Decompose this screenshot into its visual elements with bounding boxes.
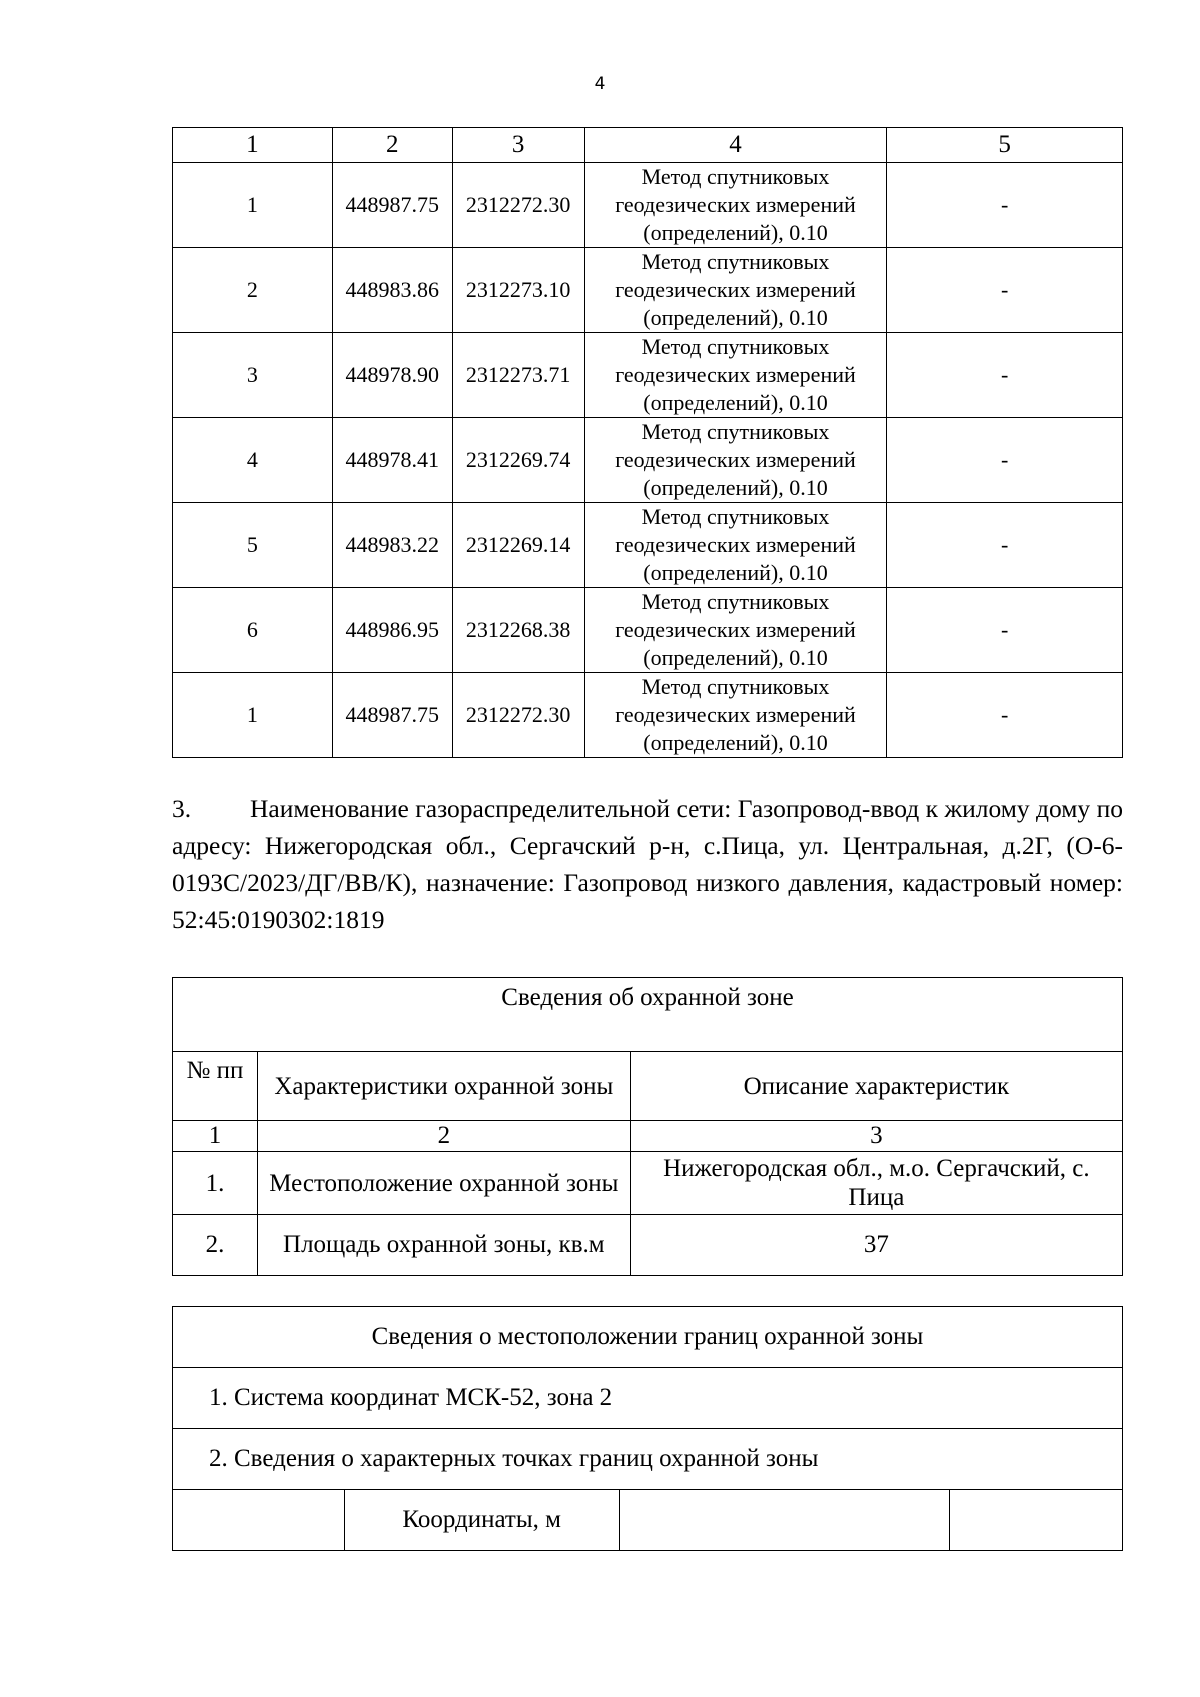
method-line: геодезических измерений	[615, 702, 856, 727]
method-line: геодезических измерений	[615, 532, 856, 557]
header-cell: № пп	[173, 1052, 258, 1121]
description-cell: -	[887, 588, 1123, 673]
method-cell	[584, 163, 887, 248]
x-coordinate: 448978.41	[332, 418, 452, 503]
table-title-row	[173, 1307, 1123, 1368]
table-row	[173, 503, 1123, 588]
method-line: (определений), 0.10	[643, 560, 828, 585]
description-cell: -	[887, 418, 1123, 503]
coordinates-table	[172, 127, 1123, 758]
header-cell: Характеристики охранной зоны	[257, 1052, 630, 1121]
y-coordinate: 2312272.30	[452, 673, 584, 758]
y-coordinate: 2312269.74	[452, 418, 584, 503]
method-line: Метод спутниковых	[641, 674, 830, 699]
method-line: Метод спутниковых	[641, 249, 830, 274]
method-line: Метод спутниковых	[641, 164, 830, 189]
point-number: 6	[173, 588, 333, 673]
point-number: 2	[173, 248, 333, 333]
method-cell	[584, 673, 887, 758]
column-number: 3	[630, 1121, 1122, 1152]
point-number: 1	[173, 163, 333, 248]
table-row	[173, 163, 1123, 248]
characteristic-name: Площадь охранной зоны, кв.м	[257, 1215, 630, 1276]
table-header-row	[173, 1052, 1123, 1121]
table-title-row	[173, 978, 1123, 1052]
protection-zone-table	[172, 977, 1123, 1276]
table-row	[173, 588, 1123, 673]
empty-cell	[173, 1490, 345, 1551]
y-coordinate: 2312272.30	[452, 163, 584, 248]
method-line: Метод спутниковых	[641, 589, 830, 614]
x-coordinate: 448987.75	[332, 163, 452, 248]
x-coordinate: 448978.90	[332, 333, 452, 418]
characteristic-name: Местоположение охранной зоны	[257, 1152, 630, 1215]
table-row	[173, 333, 1123, 418]
header-cell: 2	[332, 128, 452, 163]
row-number: 1.	[173, 1152, 258, 1215]
table-row	[173, 248, 1123, 333]
method-cell	[584, 248, 887, 333]
points-info-row	[173, 1429, 1123, 1490]
x-coordinate: 448983.22	[332, 503, 452, 588]
column-number: 2	[257, 1121, 630, 1152]
method-line: (определений), 0.10	[643, 730, 828, 755]
point-number: 5	[173, 503, 333, 588]
description-cell: -	[887, 333, 1123, 418]
x-coordinate: 448987.75	[332, 673, 452, 758]
description-cell: -	[887, 163, 1123, 248]
method-line: (определений), 0.10	[643, 220, 828, 245]
method-line: геодезических измерений	[615, 192, 856, 217]
description-cell: -	[887, 503, 1123, 588]
method-line: Метод спутниковых	[641, 334, 830, 359]
coords-header-row	[173, 1490, 1123, 1551]
method-cell	[584, 333, 887, 418]
coordinate-system-row	[173, 1368, 1123, 1429]
method-line: (определений), 0.10	[643, 390, 828, 415]
table-row	[173, 1152, 1123, 1215]
column-number-row	[173, 1121, 1123, 1152]
method-line: (определений), 0.10	[643, 475, 828, 500]
boundaries-table	[172, 1306, 1123, 1551]
method-cell	[584, 503, 887, 588]
method-line: геодезических измерений	[615, 277, 856, 302]
column-number: 1	[173, 1121, 258, 1152]
section-3-paragraph	[172, 790, 1123, 938]
x-coordinate: 448986.95	[332, 588, 452, 673]
point-number: 3	[173, 333, 333, 418]
section-number: 3.	[172, 794, 192, 823]
x-coordinate: 448983.86	[332, 248, 452, 333]
table-title: Сведения о местоположении границ охранной зоны	[173, 1307, 1123, 1368]
coords-label: Координаты, м	[344, 1490, 619, 1551]
header-cell: 4	[584, 128, 887, 163]
characteristic-value: 37	[630, 1215, 1122, 1276]
method-line: Метод спутниковых	[641, 504, 830, 529]
point-number: 4	[173, 418, 333, 503]
method-line: Метод спутниковых	[641, 419, 830, 444]
description-cell: -	[887, 248, 1123, 333]
table-title: Сведения об охранной зоне	[173, 978, 1123, 1052]
table-row	[173, 673, 1123, 758]
header-cell: Описание характеристик	[630, 1052, 1122, 1121]
section-text: Наименование газораспределительной сети: Газопровод-ввод к жилому дому по адресу: Нижегородская обл., Сергачский р-н, с.Пица, ул. Центральная, д.2Г, (О-6-0193С/2023/ДГ/ВВ/К), назначение: Газопровод низкого давления, кадастровый номер: 52:45:0190302:1819	[172, 794, 1123, 934]
empty-cell	[950, 1490, 1123, 1551]
method-line: (определений), 0.10	[643, 305, 828, 330]
y-coordinate: 2312273.71	[452, 333, 584, 418]
description-cell: -	[887, 673, 1123, 758]
row-number: 2.	[173, 1215, 258, 1276]
point-number: 1	[173, 673, 333, 758]
method-line: геодезических измерений	[615, 447, 856, 472]
characteristic-value: Нижегородская обл., м.о. Сергачский, с. Пица	[630, 1152, 1122, 1215]
y-coordinate: 2312273.10	[452, 248, 584, 333]
table-row	[173, 418, 1123, 503]
method-cell	[584, 588, 887, 673]
header-cell: 3	[452, 128, 584, 163]
y-coordinate: 2312268.38	[452, 588, 584, 673]
points-info: 2. Сведения о характерных точках границ охранной зоны	[173, 1429, 1123, 1490]
table-row	[173, 1215, 1123, 1276]
empty-cell	[619, 1490, 950, 1551]
coordinate-system: 1. Система координат МСК-52, зона 2	[173, 1368, 1123, 1429]
method-line: геодезических измерений	[615, 362, 856, 387]
page-number: 4	[594, 74, 606, 94]
header-cell: 1	[173, 128, 333, 163]
method-cell	[584, 418, 887, 503]
method-line: (определений), 0.10	[643, 645, 828, 670]
y-coordinate: 2312269.14	[452, 503, 584, 588]
table-header-row	[173, 128, 1123, 163]
method-line: геодезических измерений	[615, 617, 856, 642]
header-cell: 5	[887, 128, 1123, 163]
